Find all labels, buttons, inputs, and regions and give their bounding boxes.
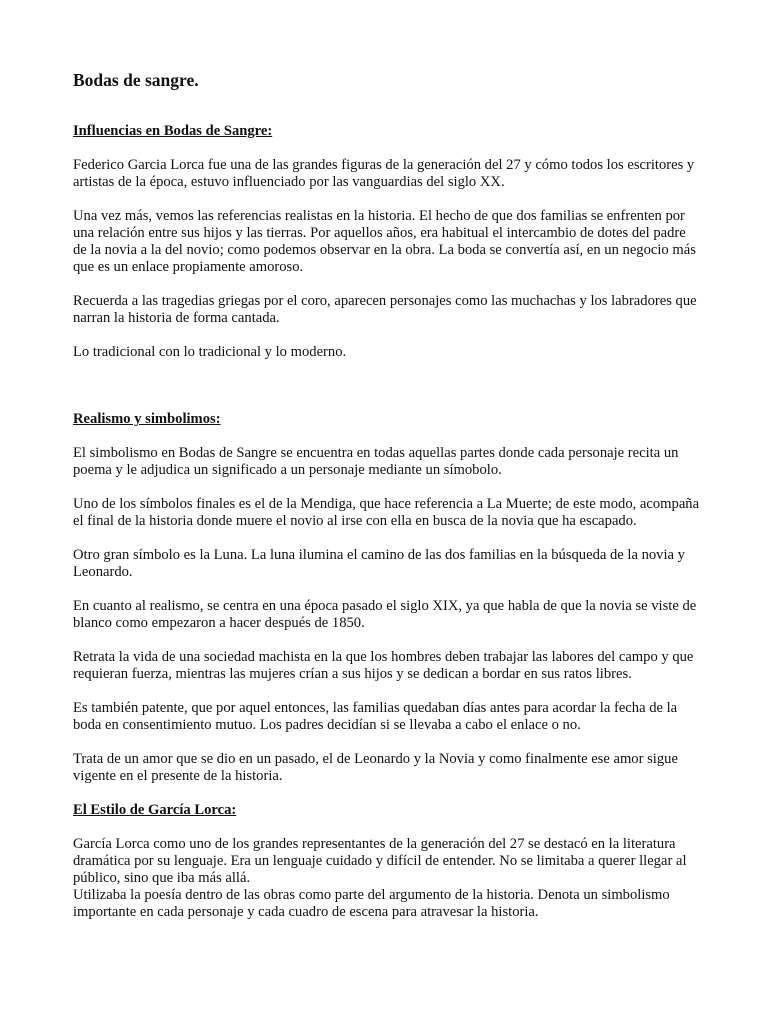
paragraph: Utilizaba la poesía dentro de las obras como parte del argumento de la historia. Denota un simbolismo importante en cada personaje y cada cuadro de escena para atravesar la historia. xyxy=(73,887,670,920)
document-title: Bodas de sangre. xyxy=(73,70,199,90)
paragraph: El simbolismo en Bodas de Sangre se encuentra en todas aquellas partes donde cada personaje recita un poema y le adjudica un significado a un personaje mediante un símobolo. xyxy=(73,445,679,478)
paragraph: Recuerda a las tragedias griegas por el coro, aparecen personajes como las muchachas y los labradores que narran la historia de forma cantada. xyxy=(73,293,697,326)
paragraph: Lo tradicional con lo tradicional y lo moderno. xyxy=(73,344,347,360)
paragraph: Trata de un amor que se dio en un pasado, el de Leonardo y la Novia y como finalmente ese amor sigue vigente en el presente de la historia. xyxy=(73,751,678,784)
paragraph: Otro gran símbolo es la Luna. La luna ilumina el camino de las dos familias en la búsqueda de la novia y Leonardo. xyxy=(73,547,685,580)
document-page xyxy=(73,69,703,921)
paragraph: Retrata la vida de una sociedad machista en la que los hombres deben trabajar las labores del campo y que requieran fuerza, mientras las mujeres crían a sus hijos y se dedican a bordar en sus ratos libres. xyxy=(73,649,694,682)
paragraph: Una vez más, vemos las referencias realistas en la historia. El hecho de que dos familias se enfrenten por una relación entre sus hijos y las tierras. Por aquellos años, era habitual el intercambio de dotes del padre de la novia a la del novio; como podemos observar en la obra. La boda se convertía así, en un negocio más que es un enlace propiamente amoroso. xyxy=(73,208,696,275)
paragraph: Federico Garcia Lorca fue una de las grandes figuras de la generación del 27 y cómo todos los escritores y artistas de la época, estuvo influenciado por las vanguardias del siglo XX. xyxy=(73,157,695,190)
section-heading-influencias: Influencias en Bodas de Sangre: xyxy=(73,123,273,139)
paragraph: García Lorca como uno de los grandes representantes de la generación del 27 se destacó en la literatura dramática por su lenguaje. Era un lenguaje cuidado y difícil de entender. No se limitaba a querer llegar al público, sino que iba más allá. xyxy=(73,836,687,886)
section-heading-estilo: El Estilo de García Lorca: xyxy=(73,802,237,818)
paragraph: Es también patente, que por aquel entonces, las familias quedaban días antes para acordar la fecha de la boda en consentimiento mutuo. Los padres decidían si se llevaba a cabo el enlace o no. xyxy=(73,700,678,733)
paragraph: En cuanto al realismo, se centra en una época pasado el siglo XIX, ya que habla de que la novia se viste de blanco como empezaron a hacer después de 1850. xyxy=(73,598,697,631)
section-heading-realismo: Realismo y simbolimos: xyxy=(73,411,221,427)
paragraph: Uno de los símbolos finales es el de la Mendiga, que hace referencia a La Muerte; de este modo, acompaña el final de la historia donde muere el novio al irse con ella en busca de la novia que ha escapado. xyxy=(73,496,700,529)
